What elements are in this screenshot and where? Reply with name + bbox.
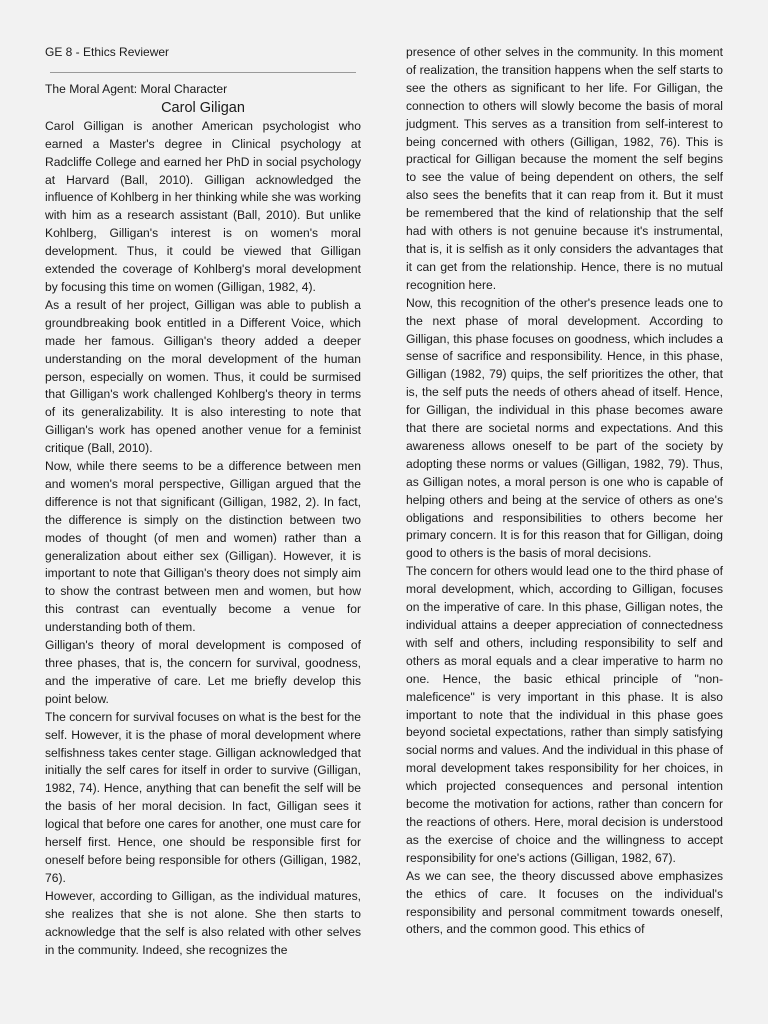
paragraph: As we can see, the theory discussed above emphasizes the ethics of care. It focuses on the individual's responsibility and personal commitment towards oneself, others, and the common good. This ethics of	[406, 868, 723, 937]
right-column	[406, 44, 723, 939]
paragraph: The concern for survival focuses on what is the best for the self. However, it is the phase of moral development where selfishness takes center stage. Gilligan acknowledged that initially the self cares for itself in order to survive (Gilligan, 1982, 74). Hence, anything that can benefit the self will be the basis of her moral decision. In fact, Gilligan sees it logical that before one cares for another, one must care for herself first. Hence, one should be responsible first for oneself before being responsible for others (Gilligan, 1982, 76).	[45, 709, 361, 885]
paragraph: presence of other selves in the community. In this moment of realization, the transition happens when the self starts to see the others as significant to her life. For Gilligan, the connection to others will slowly become the basis of moral judgment. This serves as a transition from self-interest to being concerned with others (Gilligan, 1982, 76). This is practical for Gilligan because the moment the self begins to see the value of being dependent on others, the self also sees the benefits that it can reap from it. But it must be remembered that the kind of relationship that the self had with others is not genuine because it's instrumental, that is, it is selfish as it only considers the advantages that it can get from the relationship. Hence, there is no mutual recognition here.	[406, 45, 723, 292]
paragraph: Carol Gilligan is another American psychologist who earned a Master's degree in Clinical psychology at Radcliffe College and earned her PhD in social psychology at Harvard (Ball, 2010). Gilligan acknowledged the influence of Kohlberg in her thinking while she was working with him as a research assistant (Ball, 2010). But unlike Kohlberg, Gilligan's interest is on women's moral development. Thus, it could be viewed that Gilligan extended the coverage of Kohlberg's moral development by focusing this time on women (Gilligan, 1982, 4).	[45, 118, 361, 294]
paragraph: Gilligan's theory of moral development is composed of three phases, that is, the concern for survival, goodness, and the imperative of care. Let me briefly develop this point below.	[45, 638, 361, 706]
paragraph: Now, while there seems to be a difference between men and women's moral perspective, Gilligan argued that the difference is not that significant (Gilligan, 1982, 2). In fact, the difference is simply on the distinction between two modes of thought (of men and women) rather than a generalization about either sex (Gilligan). However, it is important to note that Gilligan's theory does not simply aim to show the contrast between men and women, but how this contrast can eventually become a venue for understanding both of them.	[45, 459, 361, 635]
header-divider	[50, 72, 356, 73]
paragraph: The concern for others would lead one to the third phase of moral development, which, according to Gilligan, focuses on the imperative of care. In this phase, Gilligan notes, the individual attains a deeper appreciation of connectedness with self and others, including responsibility to self and others as moral equals and a clear imperative to harm no one. Hence, the basic ethical principle of "non- maleficence" is very important in this phase. It is also important to note that the individual in this phase goes beyond societal expectations, rather than simply satisfying social norms and values. And the individual in this phase of moral development takes responsibility for her choices, in which projected consequences and personal intention become the motivation for actions, rather than concern for the reactions of others. Here, moral decision is understood as the exercise of choice and the willingness to accept responsibility for one's actions (Gilligan, 1982, 67).	[406, 564, 723, 865]
section-heading: The Moral Agent: Moral Character	[45, 81, 228, 96]
left-column	[45, 44, 361, 959]
paragraph: Now, this recognition of the other's presence leads one to the next phase of moral development. According to Gilligan, this phase focuses on goodness, which includes a sense of sacrifice and responsibility. Hence, in this phase, Gilligan (1982, 79) quips, the self prioritizes the other, that is, the self puts the needs of others ahead of itself. Hence, for Gilligan, the individual in this phase becomes aware that there are societal norms and expectations. And this awareness allows oneself to be part of the society by adopting these norms or values (Gilligan, 1982, 79). Thus, as Gilligan notes, a moral person is one who is capable of helping others and being at the service of others as one's obligations and responsibilities to others become her primary concern. It is for this reason that for Gilligan, doing good to others is the basis of moral decisions.	[406, 295, 723, 561]
course-header: GE 8 - Ethics Reviewer	[45, 45, 170, 59]
paragraph: However, according to Gilligan, as the individual matures, she realizes that she is not alone. She then starts to acknowledge that the self is also related with other selves in the community. Indeed, she recognizes the	[45, 888, 361, 957]
page-title: Carol Giligan	[161, 99, 245, 116]
paragraph: As a result of her project, Gilligan was able to publish a groundbreaking book entitled in a Different Voice, which made her famous. Gilligan's theory added a deeper understanding on the moral development of the human person, especially on women. Thus, it could be surmised that Gilligan's work challenged Kohlberg's theory in terms of its generalizability. It is also interesting to note that Gilligan's work has opened another venue for a feminist critique (Ball, 2010).	[45, 297, 361, 456]
